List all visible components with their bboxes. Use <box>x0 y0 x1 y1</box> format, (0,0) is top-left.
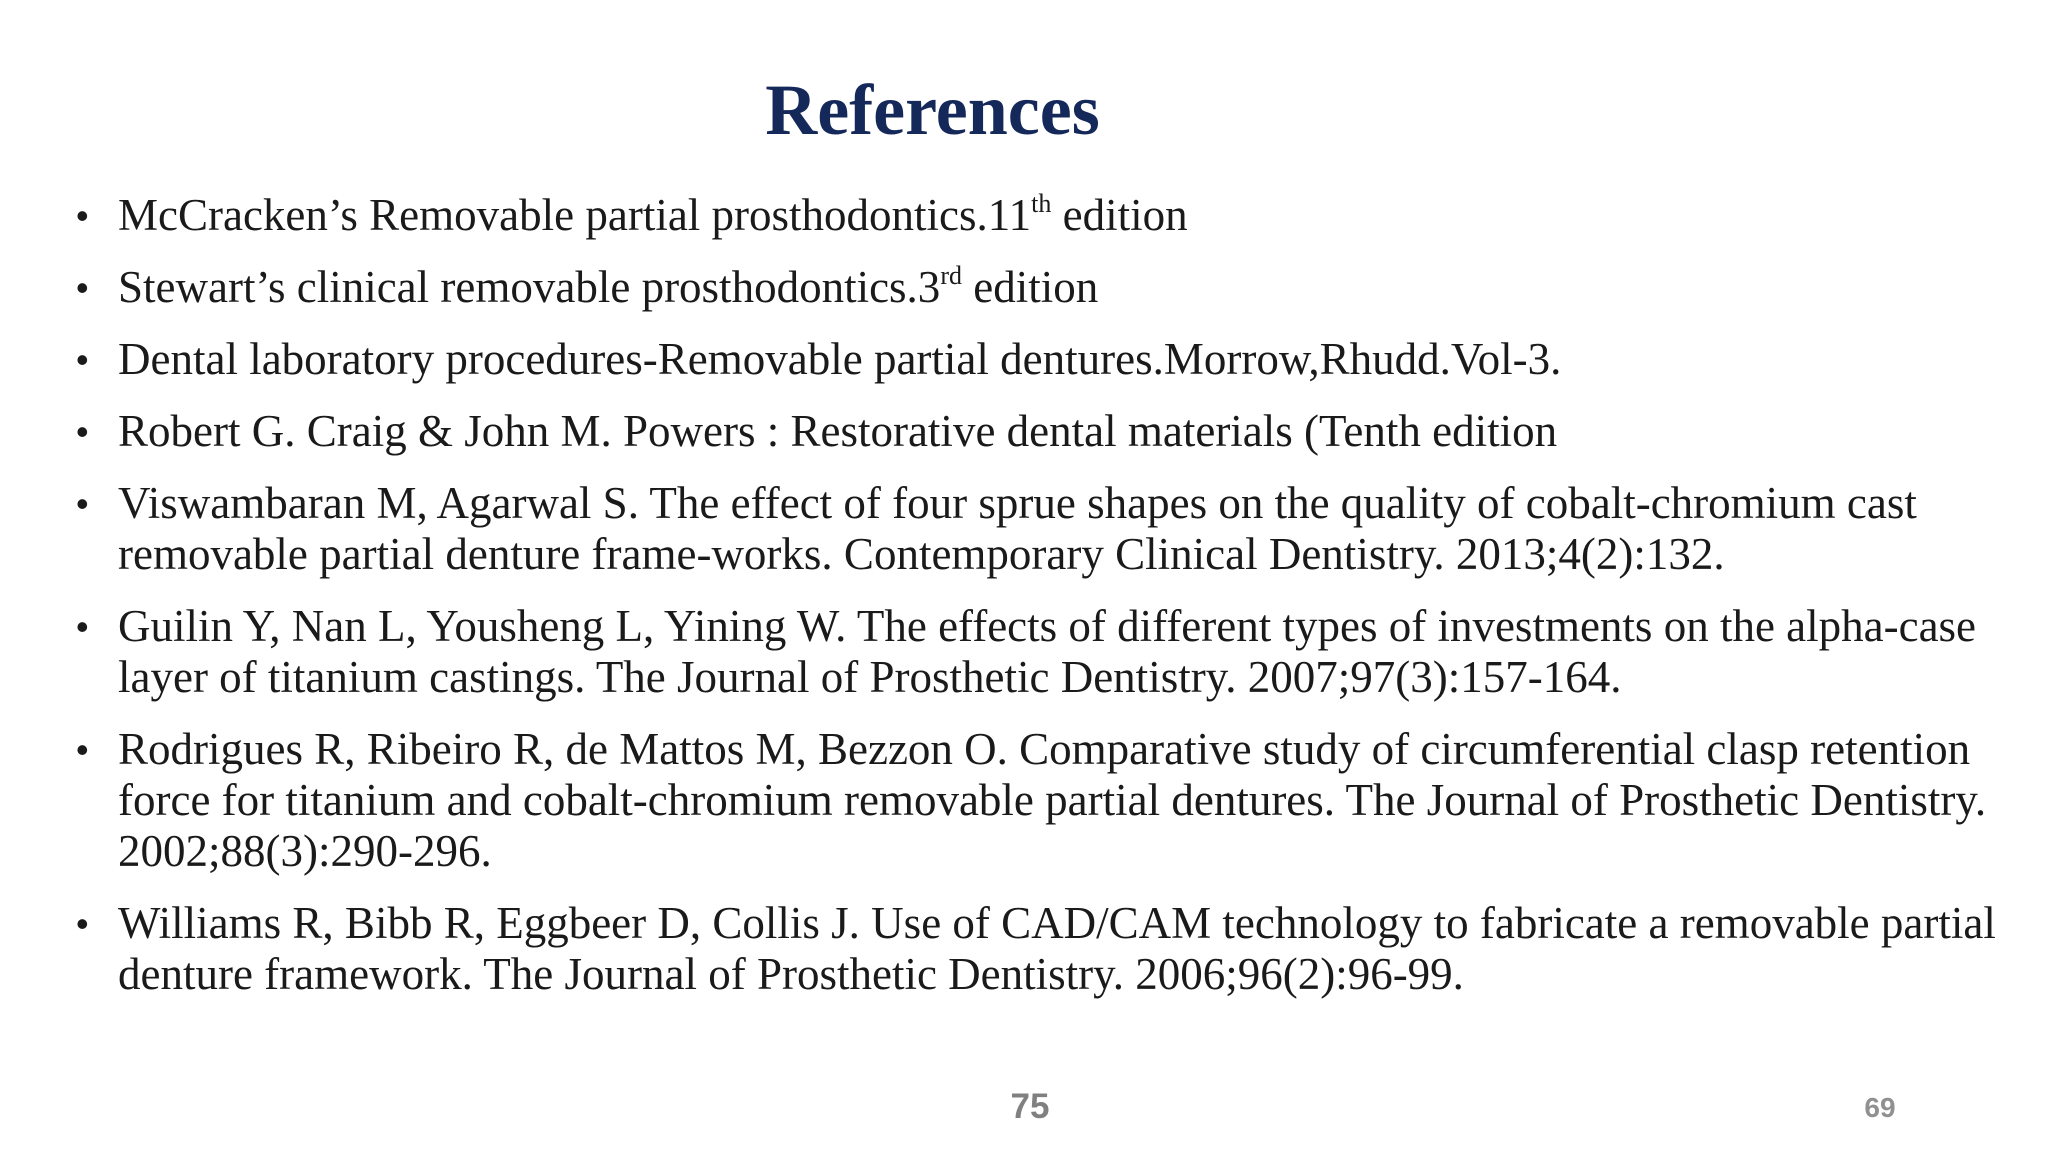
reference-item: • Dental laboratory procedures-Removable partial dentures.Morrow,Rhudd.Vol-3. <box>76 334 1562 384</box>
bullet-icon: • <box>76 267 89 308</box>
bullet-icon: • <box>76 483 89 524</box>
reference-item: • McCracken’s Removable partial prosthodontics.11th edition <box>76 189 1188 240</box>
reference-item: • Robert G. Craig & John M. Powers : Restorative dental materials (Tenth edition <box>76 406 1558 456</box>
slide-title: References <box>765 70 1100 150</box>
references-list <box>76 190 1996 1021</box>
bullet-icon: • <box>76 195 89 236</box>
bullet-icon: • <box>76 729 89 770</box>
bullet-icon: • <box>76 606 89 647</box>
reference-item: • Williams R, Bibb R, Eggbeer D, Collis J. Use of CAD/CAM technology to fabricate a removable partial denture framework. The Journal of Prosthetic Dentistry. 2006;96(2):96-99. <box>76 898 1996 999</box>
reference-item: • Stewart’s clinical removable prosthodontics.3rd edition <box>76 261 1099 312</box>
reference-item: • Viswambaran M, Agarwal S. The effect of four sprue shapes on the quality of cobalt-chromium cast removable partial denture frame-works. Contemporary Clinical Dentistry. 2013;4(2):132. <box>76 478 1917 579</box>
page-number-center: 75 <box>1010 1087 1050 1126</box>
bullet-icon: • <box>76 411 89 452</box>
reference-item: • Guilin Y, Nan L, Yousheng L, Yining W. The effects of different types of investments on the alpha-case layer of titanium castings. The Journal of Prosthetic Dentistry. 2007;97(3):157-164. <box>76 601 1977 702</box>
bullet-icon: • <box>76 903 89 944</box>
page-number-right: 69 <box>1864 1092 1896 1123</box>
bullet-icon: • <box>76 339 89 380</box>
reference-item: • Rodrigues R, Ribeiro R, de Mattos M, Bezzon O. Comparative study of circumferential clasp retention force for titanium and cobalt-chromium removable partial dentures. The Journal of Prosthetic Dentistry. 2002;88(3):290-296. <box>76 724 1987 876</box>
